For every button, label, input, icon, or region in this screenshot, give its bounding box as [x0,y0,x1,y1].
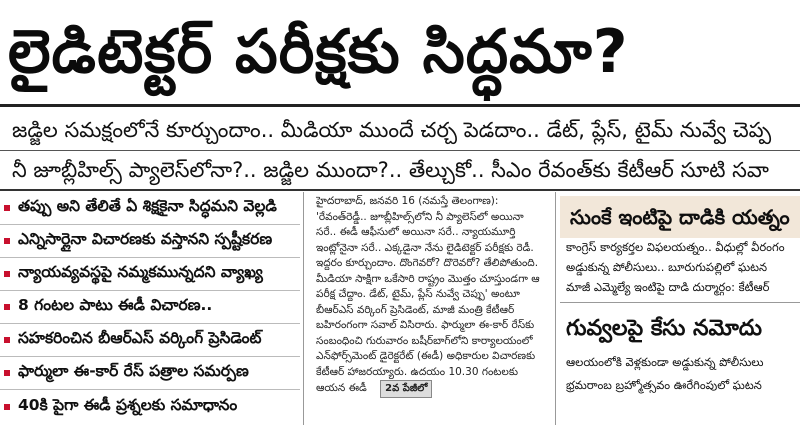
subheadline-divider [0,150,800,151]
side-subline: కాంగ్రెస్ కార్యకర్తల విఫలయత్నం.. వీధుల్లో వీరంగం [566,240,785,254]
headline-divider [0,104,800,107]
list-item: న్యాయవ్యవస్థపై నమ్మకమున్నదని వ్యాఖ్య [0,258,300,291]
column-divider [555,192,556,425]
highlights-list [0,192,300,425]
bullet-icon [4,271,10,277]
bullet-icon [4,404,10,410]
subheadline-1: జడ్జిల సమక్షంలోనే కూర్చుందాం.. మీడియా ముందే చర్చ పెడదాం.. డేట్, ప్లేస్, టైమ్ నువ్వే చెప్ప [12,118,772,142]
article-text: హైదరాబాద్, జనవరి 16 (నమస్తే తెలంగాణ): 'రేవంత్‌రెడ్డీ.. జూబ్లీహిల్స్‌లోని నీ ప్యాలెస్‌లో అయినా సరే.. ఈడీ ఆఫీసులో అయినా సరే.. న్యాయమూర్తి ఇంట్లోనైనా సరే.. ఎక్కడైనా నేను లైడిటెక్టర్ పరీక్షకు రెడీ. ఇద్దరం కూర్చుందాం. దొంగెవరో? దొరెవరో? తేలిపోతుంది. మీడియా సాక్షిగా ఒకేసారి రాష్ట్రం మొత్తం చూస్తుండగా ఆ పరీక్ష చేద్దాం. డేట్, టైమ్, ప్లేస్ నువ్వే చెప్పు' అంటూ బీఆర్‌ఎస్ వర్కింగ్ ప్రెసిడెంట్, మాజీ మంత్రి కేటీఆర్ బహిరంగంగా సవాల్ విసిరారు. ఫార్ములా ఈ-కార్ రేస్‌కు సంబంధించి గురువారం బషీర్‌బాగ్‌లోని కార్యాలయంలో ఎన్‌ఫోర్స్‌మెంట్ డైరెక్టరేట్ (ఈడీ) అధికారుల విచారణకు కేటీఆర్ హాజరయ్యారు. ఉదయం 10.30 గంటలకు ఆయన ఈడీ [316,195,540,394]
side-subline: ఆలయంలోకి వెళ్లకుండా అడ్డుకున్న పోలీసులు [566,355,764,369]
list-item: సహకరించిన బీఆర్‌ఎస్ వర్కింగ్ ప్రెసిడెంట్ [0,324,300,357]
side-headline-1: సుంకే ఇంటిపై దాడికి యత్నం [560,196,800,238]
subheadline-2: నీ జూబ్లీహిల్స్ ప్యాలెస్‌లోనా?.. జడ్జిల ముందా?.. తేల్చుకో.. సీఎం రేవంత్‌కు కేటీఆర్ సూటి సవా [12,158,769,182]
bullet-icon [4,304,10,310]
side-subline: భ్రమరాంబ బ్రహ్మోత్సవం ఊరేగింపులో ఘటన [566,378,762,392]
side-headline-2: గువ్వలపై కేసు నమోదు [566,316,762,341]
bullet-icon [4,337,10,343]
bullet-icon [4,238,10,244]
section-divider [0,189,800,191]
side-divider [560,302,800,303]
side-column [560,196,800,425]
list-item: ఫార్ములా ఈ-కార్ రేస్ పత్రాల సమర్పణ [0,357,300,390]
article-body [316,194,546,425]
list-item: తప్పు అని తేలితే ఏ శిక్షకైనా సిద్ధమని వెల్లడి [0,192,300,225]
side-subline: అడ్డుకున్న పోలీసులు.. బూరుగుపల్లిలో ఘటన [566,260,768,274]
bullet-icon [4,205,10,211]
list-item: ఎన్నిసార్లైనా విచారణకు వస్తానని స్పష్టీకరణ [0,225,300,258]
main-headline: లైడిటెక్టర్ పరీక్షకు సిద్ధమా? [8,17,629,87]
bullet-icon [4,370,10,376]
side-subline: మాజీ ఎమ్మెల్యే ఇంటిపై దాడి దుర్మార్గం: కేటీఆర్ [566,280,770,294]
list-item: 8 గంటల పాటు ఈడీ విచారణ.. [0,291,300,324]
continued-link[interactable]: 2వ పేజీలో [380,380,432,398]
column-divider [303,192,304,425]
list-item: 40కి పైగా ఈడీ ప్రశ్నలకు సమాధానం [0,390,300,423]
